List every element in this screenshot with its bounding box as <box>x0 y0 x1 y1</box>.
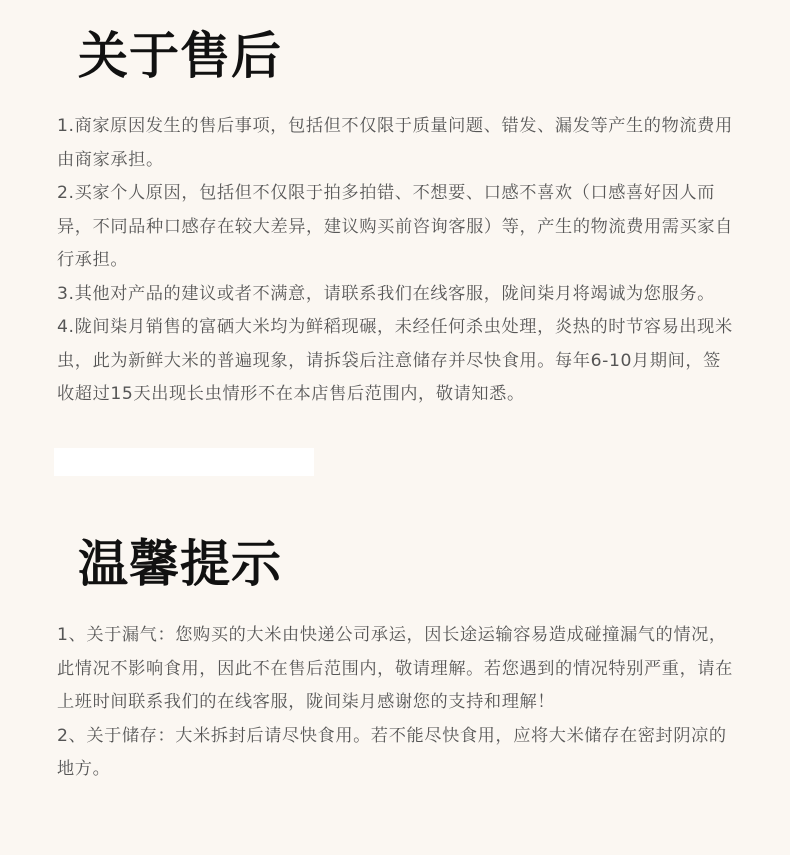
tips-item-2: 2、关于储存：大米拆封后请尽快食用。若不能尽快食用，应将大米储存在密封阴凉的地方。 <box>57 725 727 779</box>
tips-title: 温馨提示 <box>78 535 282 593</box>
tips-item-1: 1、关于漏气：您购买的大米由快递公司承运，因长途运输容易造成碰撞漏气的情况，此情况不影响食用，因此不在售后范围内，敬请理解。若您遇到的情况特别严重，请在上班时间联系我们的在线客服，陇间柒月感谢您的支持和理解！ <box>57 625 733 712</box>
after-sales-item-1: 1.商家原因发生的售后事项，包括但不仅限于质量问题、错发、漏发等产生的物流费用由商家承担。 <box>57 116 733 170</box>
tips-body <box>57 619 737 787</box>
after-sales-item-3: 3.其他对产品的建议或者不满意，请联系我们在线客服，陇间柒月将竭诚为您服务。 <box>57 283 715 304</box>
after-sales-item-2: 2.买家个人原因，包括但不仅限于拍多拍错、不想要、口感不喜欢（口感喜好因人而异，不同品种口感存在较大差异，建议购买前咨询客服）等，产生的物流费用需买家自行承担。 <box>57 183 733 270</box>
blank-divider-bar <box>54 448 314 476</box>
after-sales-body <box>57 110 737 412</box>
after-sales-title: 关于售后 <box>78 27 282 85</box>
after-sales-item-4: 4.陇间柒月销售的富硒大米均为鲜稻现碾，未经任何杀虫处理，炎热的时节容易出现米虫，此为新鲜大米的普遍现象，请拆袋后注意储存并尽快食用。每年6-10月期间，签收超过15天出现长虫情形不在本店售后范围内，敬请知悉。 <box>57 317 733 404</box>
